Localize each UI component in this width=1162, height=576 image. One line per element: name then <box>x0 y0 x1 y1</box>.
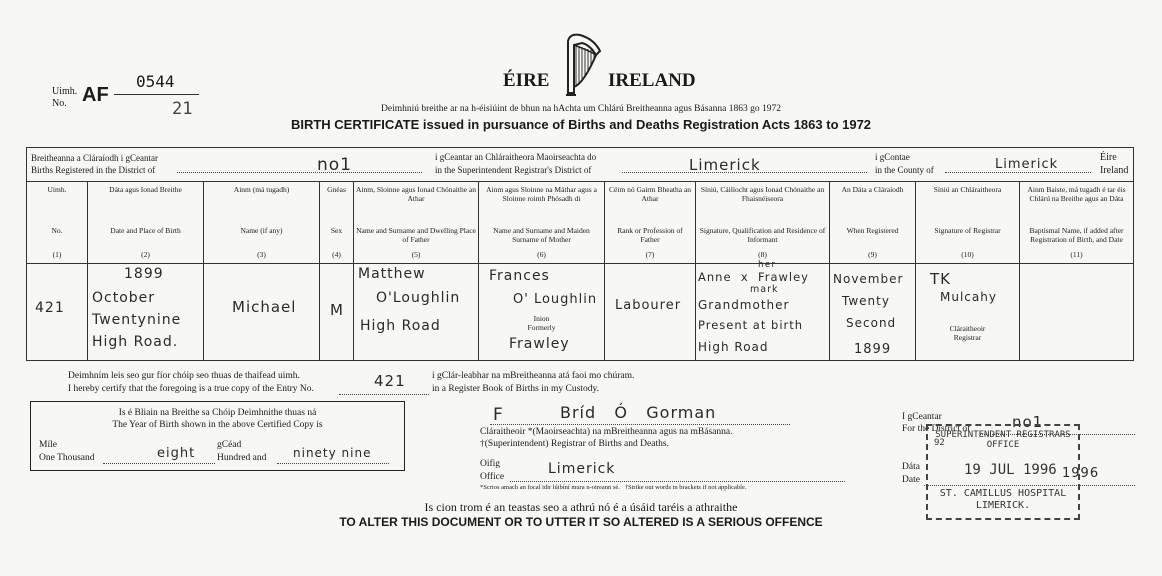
cell-informant <box>696 260 830 361</box>
informant-line2: Grandmother <box>698 298 790 312</box>
cell-mother <box>479 264 605 361</box>
district-dotline <box>177 172 422 173</box>
serial-bottom: 21 <box>172 99 193 119</box>
year-ninety-value: ninety nine <box>293 446 372 460</box>
column-irish-label: Céim nó Gairm Bheatha an Athar <box>608 185 692 203</box>
date-label: Date <box>902 475 920 485</box>
column-header-1 <box>27 182 88 264</box>
year-of-birth-box <box>30 401 405 471</box>
uimh-label: Uimh. <box>52 86 78 97</box>
certify-dotline <box>339 394 429 395</box>
stamp-line3: ST. CAMILLUS HOSPITAL <box>939 488 1067 499</box>
serial-block <box>50 72 210 122</box>
column-en-label: Baptismal Name, if added after Registration of Birth, and Date <box>1029 226 1124 244</box>
column-number: (9) <box>868 250 877 259</box>
father-line3: High Road <box>360 318 441 334</box>
stamp-code: 92 <box>934 438 945 448</box>
column-header-2 <box>88 182 204 264</box>
column-irish-label: An Dáta a Cláraíodh <box>841 185 904 194</box>
column-irish-label: Ainm, Sloinne agus Ionad Chónaithe an Athar <box>356 185 476 203</box>
column-header-5 <box>354 182 479 264</box>
column-number: (4) <box>332 250 341 259</box>
child-name: Michael <box>232 298 297 316</box>
column-en-label: When Registered <box>846 226 899 235</box>
year-eight-value: eight <box>157 446 196 461</box>
gcead-label: gCéad <box>217 440 242 450</box>
stamp-line2: OFFICE <box>986 440 1020 450</box>
cell-date-place <box>88 264 204 361</box>
mile-label: Míle <box>39 440 57 450</box>
register-table <box>26 147 1134 361</box>
column-irish-label: Síniú, Cáilíocht agus Ionad Chónaithe an Fhaisnéiseora <box>700 185 825 203</box>
irish-subtitle: Deimhniú breithe ar na h-éisiúint de bhun na hAchta um Chlárú Breitheanna agus Básanna 1863 go 1972 <box>381 104 781 114</box>
column-en-label: Name and Surname and Dwelling Place of Father <box>356 226 476 244</box>
cell-baptismal <box>1020 264 1134 361</box>
column-header-4 <box>320 182 354 264</box>
stamp-line4: LIMERICK. <box>975 500 1031 511</box>
year-box-line1: Is é Bliain na Breithe sa Chóip Deimhnithe thuas ná <box>118 408 317 418</box>
column-header-9 <box>830 182 916 264</box>
informant-line4: High Road <box>698 340 769 354</box>
serial-divider <box>114 94 199 95</box>
sup-irish: i gCeantar an Chláraitheora Maoirseachta do <box>435 152 597 162</box>
registered-line3: Second <box>846 316 897 330</box>
births-en: Births Registered in the District of <box>31 165 156 175</box>
eire-heading: ÉIRE <box>503 70 550 91</box>
certify-book-irish: i gClár-leabhar na mBreitheanna atá faoi mo chúram. <box>432 371 635 381</box>
thousand-dotline <box>103 463 215 464</box>
series-code: AF <box>82 84 109 106</box>
father-line1: Matthew <box>358 266 426 282</box>
sup-value: Limerick <box>689 156 761 174</box>
right-district-value: no1 <box>1012 413 1044 431</box>
column-number: (3) <box>257 250 266 259</box>
mother-formerly: Formerly <box>527 323 556 332</box>
column-irish-label: Ainm Baiste, má tugadh é tar éis Chlárú na Breithe agus an Dáta <box>1027 185 1126 203</box>
column-en-label: Signature of Registrar <box>934 226 1001 235</box>
office-value: Limerick <box>548 461 616 477</box>
title-rest: issued in pursuance of Births and Deaths Registration Acts 1863 to 1972 <box>422 117 872 132</box>
data-label: Dáta <box>902 462 920 472</box>
column-irish-label: Síniú an Chláraitheora <box>933 185 1002 194</box>
cell-profession <box>605 264 696 361</box>
right-date-value: 1996 <box>1062 466 1100 481</box>
entry-row <box>27 264 1134 361</box>
column-irish-label: Gnéas <box>327 185 346 194</box>
district-value: no1 <box>317 155 352 175</box>
father-line2: O'Loughlin <box>376 290 461 306</box>
mother-inion: Inion <box>533 314 550 323</box>
date-year: 1899 <box>124 266 164 282</box>
registrar-line1: TK <box>930 270 951 288</box>
informant-her: her <box>758 260 776 270</box>
cell-sex <box>320 264 354 361</box>
county-irish: i gContae <box>875 152 910 162</box>
entry-no: 421 <box>35 300 65 316</box>
office-label: Office <box>480 472 505 482</box>
county-dotline <box>945 172 1091 173</box>
footer-irish: Is cion trom é an teastas seo a athrú nó é a úsáid taréis a athraithe <box>424 500 738 514</box>
column-irish-label: Uimh. <box>47 185 67 194</box>
registered-line1: November <box>833 272 904 286</box>
cell-no <box>27 264 88 361</box>
column-irish-label: Ainm (má tugadh) <box>233 185 290 194</box>
registered-line2: Twenty <box>842 294 890 308</box>
column-header-row <box>27 182 1134 264</box>
one-thousand-label: One Thousand <box>39 453 95 463</box>
hundred-dotline <box>277 463 389 464</box>
registrar-line2: Mulcahy <box>940 290 997 304</box>
column-number: (10) <box>961 250 974 259</box>
signature-dotline <box>490 424 790 425</box>
column-en-label: Name (if any) <box>240 226 283 235</box>
ireland-heading: IRELAND <box>608 70 696 91</box>
eire-label: Éire <box>1100 152 1117 163</box>
column-number: (2) <box>141 250 150 259</box>
column-number: (8) <box>758 250 767 259</box>
registrar-en-label: Registrar <box>953 333 982 342</box>
footer-warning: TO ALTER THIS DOCUMENT OR TO UTTER IT SO ALTERED IS A SERIOUS OFFENCE <box>339 515 823 529</box>
certify-book-en: in a Register Book of Births in my Custody. <box>432 384 599 394</box>
district-row <box>27 148 1134 182</box>
column-header-11 <box>1020 182 1134 264</box>
serial-top: 0544 <box>136 72 175 91</box>
sex-value: M <box>330 301 344 319</box>
column-en-label: Date and Place of Birth <box>110 226 181 235</box>
column-en-label: Sex <box>330 226 343 235</box>
signature-irish: Cláraitheoir *(Maoirseachta) na mBreitheanna agus na mBásanna. <box>480 427 733 437</box>
office-dotline <box>510 481 845 482</box>
column-header-6 <box>479 182 605 264</box>
mother-line3: Frawley <box>509 336 570 352</box>
footnote: *Scrios amach an focal idir lúibíní mura n-oireann sé. †Strike out words in brackets if not applicable. <box>480 484 747 491</box>
hundred-and-label: Hundred and <box>217 453 267 463</box>
registered-line4: 1899 <box>854 342 892 357</box>
informant-line1: Anne x Frawley <box>698 270 809 284</box>
harp-icon <box>560 31 606 99</box>
informant-mark: mark <box>750 284 779 295</box>
column-header-3 <box>204 182 320 264</box>
mother-line2: O' Loughlin <box>513 292 598 307</box>
column-header-8 <box>696 182 830 264</box>
births-irish: Breitheanna a Cláraíodh i gCeantar <box>31 153 158 163</box>
birth-place: High Road. <box>92 334 179 350</box>
column-en-label: Rank or Profession of Father <box>617 226 683 244</box>
certify-entry-value: 421 <box>374 372 406 390</box>
ireland-label: Ireland <box>1100 165 1129 176</box>
column-number: (6) <box>537 250 546 259</box>
column-en-label: Signature, Qualification and Residence of Informant <box>699 226 826 244</box>
county-en: in the County of <box>875 165 934 175</box>
column-header-7 <box>605 182 696 264</box>
year-box-line2: The Year of Birth shown in the above Certified Copy is <box>112 420 323 430</box>
column-number: (5) <box>411 250 421 259</box>
certify-en: I hereby certify that the foregoing is a true copy of the Entry No. <box>68 384 314 394</box>
stamp-date: 19 JUL 1996 <box>964 462 1057 478</box>
cell-name <box>204 264 320 361</box>
for-district-label: For the District of <box>902 424 971 434</box>
certify-irish: Deimhním leis seo gur fíor chóip seo thuas de thaifead uimh. <box>68 371 300 381</box>
cell-father <box>354 264 479 361</box>
column-irish-label: Dáta agus Ionad Breithe <box>109 185 182 194</box>
signature-en: †(Superintendent) Registrar of Births and Deaths. <box>480 439 669 449</box>
registrar-ga-label: Cláraitheoir <box>949 324 986 333</box>
mother-line1: Frances <box>489 268 550 284</box>
column-irish-label: Ainm agus Sloinne na Máthar agus a Sloinne roimh Phósadh di <box>486 185 597 203</box>
cell-registered <box>830 264 916 361</box>
sup-en: in the Superintendent Registrar's District of <box>435 165 592 175</box>
column-header-10 <box>916 182 1020 264</box>
oifig-label: Oifig <box>480 459 501 469</box>
cell-registrar <box>916 264 1020 361</box>
county-value: Limerick <box>995 157 1059 172</box>
profession-value: Labourer <box>615 298 682 313</box>
date-month: October <box>92 290 156 306</box>
no-label: No. <box>52 98 67 109</box>
column-en-label: Name and Surname and Maiden Surname of Mother <box>493 226 590 244</box>
igceantar-label: I gCeantar <box>902 412 942 422</box>
column-en-label: No. <box>51 226 63 235</box>
column-number: (1) <box>52 250 62 259</box>
column-number: (11) <box>1070 250 1083 259</box>
registrar-signature: Bríd Ó Gorman <box>560 403 717 422</box>
title-bold: BIRTH CERTIFICATE <box>290 117 420 132</box>
column-number: (7) <box>645 250 655 259</box>
date-day: Twentynine <box>92 312 182 328</box>
certificate-title <box>0 117 1162 132</box>
signature-prefix: F <box>493 405 504 425</box>
informant-line3: Present at birth <box>698 318 804 332</box>
stamp-line1: SUPERINTENDENT REGISTRARS <box>935 430 1071 440</box>
